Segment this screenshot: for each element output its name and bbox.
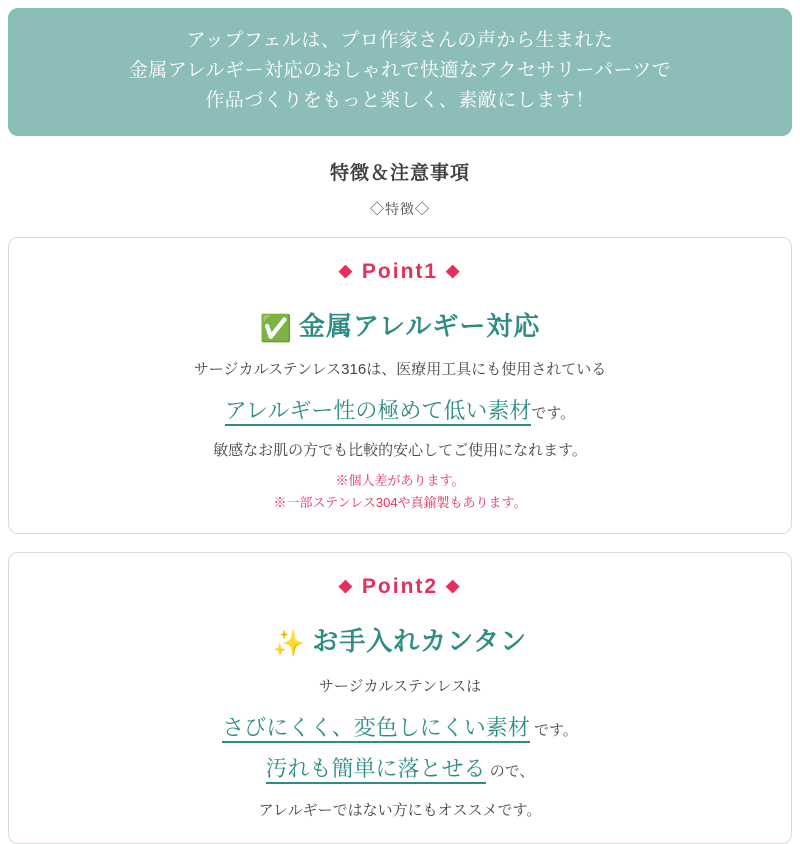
diamond-icon: ◆	[446, 261, 462, 280]
point2-highlight-2-suffix: ので、	[489, 763, 535, 780]
point2-line-2: アレルギーではない方にもオススメです。	[258, 802, 542, 819]
point2-heading-row	[25, 621, 775, 659]
point2-card	[8, 552, 792, 844]
section-title: 特徴＆注意事項	[329, 163, 470, 184]
point1-highlight: アレルギー性の極めて低い素材	[225, 398, 532, 426]
sparkles-icon: ✨	[272, 628, 307, 658]
point1-label: Point1	[361, 260, 439, 283]
point2-highlight-1-suffix: です。	[533, 722, 578, 739]
point1-highlight-row	[25, 394, 775, 425]
point2-highlight-row-2	[25, 752, 775, 783]
point2-line-1: サージカルステンレスは	[318, 678, 482, 695]
point1-heading: 金属アレルギー対応	[299, 311, 541, 341]
point2-highlight-row-1	[25, 711, 775, 742]
banner-line-3: 作品づくりをもっと楽しく、素敵にします！	[205, 90, 595, 111]
white-check-mark-icon: ✅	[259, 313, 294, 343]
point2-label-row	[25, 575, 775, 599]
point1-heading-row	[25, 306, 775, 344]
section-subtitle: ◇特徴◇	[370, 201, 430, 217]
diamond-icon: ◆	[338, 261, 354, 280]
point1-line-1: サージカルステンレス316は、医療用工具にも使用されている	[193, 361, 607, 378]
point1-note-2: ※一部ステンレス304や真鍮製もあります。	[273, 495, 527, 510]
point2-highlight-2: 汚れも簡単に落とせる	[266, 756, 486, 784]
point2-label: Point2	[361, 575, 439, 598]
point1-note-1: ※個人差があります。	[335, 473, 465, 488]
banner-line-2: 金属アレルギー対応のおしゃれで快適なアクセサリーパーツで	[128, 60, 672, 81]
page-root	[0, 8, 800, 819]
intro-banner	[8, 8, 792, 136]
diamond-icon: ◆	[446, 576, 462, 595]
point1-label-row	[25, 260, 775, 284]
banner-line-1: アップフェルは、プロ作家さんの声から生まれた	[186, 30, 614, 51]
point1-highlight-suffix: です。	[531, 405, 576, 422]
diamond-icon: ◆	[338, 576, 354, 595]
point2-heading: お手入れカンタン	[312, 626, 528, 656]
point1-card	[8, 237, 792, 534]
point2-highlight-1: さびにくく、変色しにくい素材	[222, 715, 530, 743]
point1-line-2: 敏感なお肌の方でも比較的安心してご使用になれます。	[213, 442, 587, 459]
